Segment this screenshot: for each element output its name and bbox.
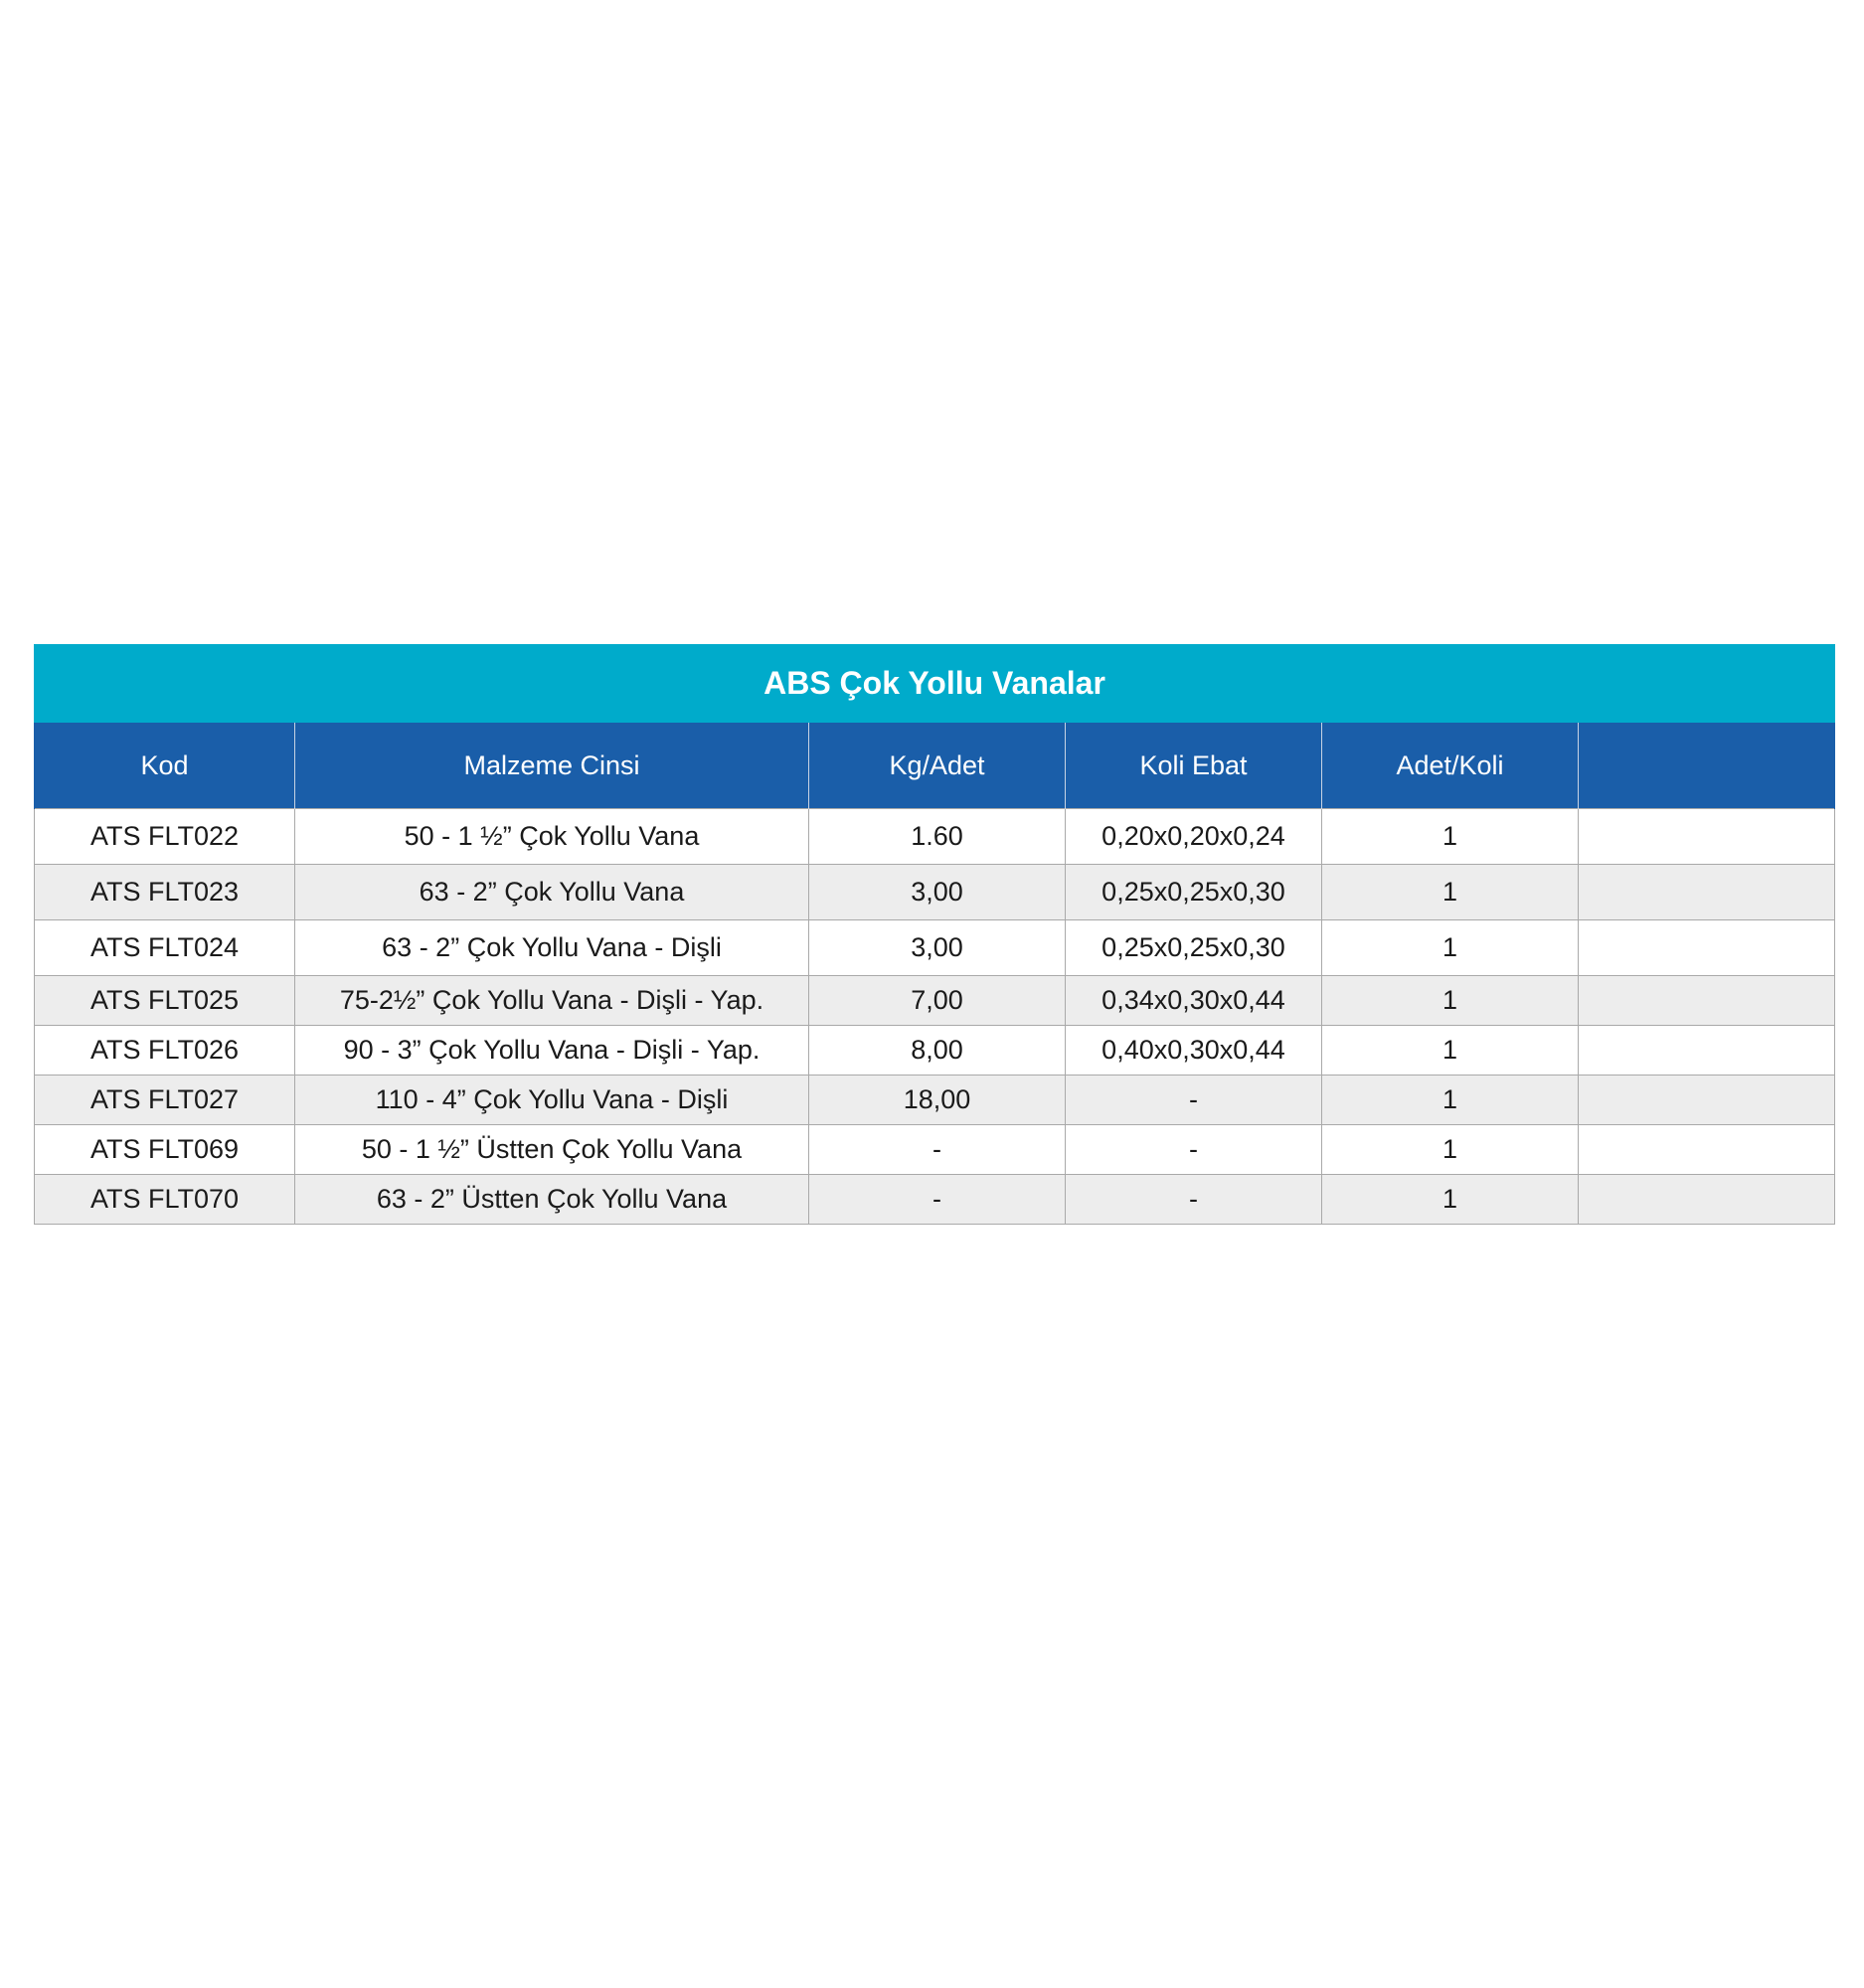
cell-kod: ATS FLT023 — [35, 865, 295, 920]
cell-malzeme: 90 - 3” Çok Yollu Vana - Dişli - Yap. — [295, 1026, 809, 1076]
table-header-row — [35, 723, 1835, 809]
cell-empty — [1579, 1125, 1835, 1175]
cell-malzeme: 75-2½” Çok Yollu Vana - Dişli - Yap. — [295, 976, 809, 1026]
cell-adet-koli: 1 — [1322, 1026, 1579, 1076]
product-table — [34, 644, 1835, 1225]
header-kg-adet: Kg/Adet — [809, 723, 1066, 809]
cell-kg: 7,00 — [809, 976, 1066, 1026]
header-koli-ebat: Koli Ebat — [1066, 723, 1322, 809]
cell-kod: ATS FLT025 — [35, 976, 295, 1026]
cell-kg: - — [809, 1175, 1066, 1225]
header-adet-koli: Adet/Koli — [1322, 723, 1579, 809]
cell-malzeme: 50 - 1 ½” Üstten Çok Yollu Vana — [295, 1125, 809, 1175]
cell-empty — [1579, 976, 1835, 1026]
cell-empty — [1579, 809, 1835, 865]
header-empty — [1579, 723, 1835, 809]
cell-malzeme: 50 - 1 ½” Çok Yollu Vana — [295, 809, 809, 865]
cell-empty — [1579, 920, 1835, 976]
cell-koli-ebat: - — [1066, 1175, 1322, 1225]
cell-kg: 1.60 — [809, 809, 1066, 865]
cell-kg: - — [809, 1125, 1066, 1175]
cell-koli-ebat: 0,40x0,30x0,44 — [1066, 1026, 1322, 1076]
header-malzeme-cinsi: Malzeme Cinsi — [295, 723, 809, 809]
cell-adet-koli: 1 — [1322, 1125, 1579, 1175]
cell-empty — [1579, 865, 1835, 920]
cell-adet-koli: 1 — [1322, 1076, 1579, 1125]
cell-kod: ATS FLT027 — [35, 1076, 295, 1125]
cell-kod: ATS FLT070 — [35, 1175, 295, 1225]
header-kod: Kod — [35, 723, 295, 809]
cell-kg: 18,00 — [809, 1076, 1066, 1125]
table-row — [35, 1026, 1835, 1076]
cell-kg: 3,00 — [809, 920, 1066, 976]
cell-koli-ebat: 0,34x0,30x0,44 — [1066, 976, 1322, 1026]
cell-adet-koli: 1 — [1322, 920, 1579, 976]
cell-koli-ebat: 0,25x0,25x0,30 — [1066, 865, 1322, 920]
cell-kod: ATS FLT022 — [35, 809, 295, 865]
table-row — [35, 865, 1835, 920]
cell-kod: ATS FLT069 — [35, 1125, 295, 1175]
cell-koli-ebat: 0,25x0,25x0,30 — [1066, 920, 1322, 976]
cell-kg: 3,00 — [809, 865, 1066, 920]
cell-kod: ATS FLT026 — [35, 1026, 295, 1076]
cell-adet-koli: 1 — [1322, 809, 1579, 865]
cell-empty — [1579, 1076, 1835, 1125]
table-row — [35, 976, 1835, 1026]
cell-koli-ebat: 0,20x0,20x0,24 — [1066, 809, 1322, 865]
cell-adet-koli: 1 — [1322, 1175, 1579, 1225]
cell-kod: ATS FLT024 — [35, 920, 295, 976]
table-row — [35, 1125, 1835, 1175]
cell-empty — [1579, 1175, 1835, 1225]
table-row — [35, 920, 1835, 976]
cell-malzeme: 110 - 4” Çok Yollu Vana - Dişli — [295, 1076, 809, 1125]
cell-koli-ebat: - — [1066, 1076, 1322, 1125]
cell-kg: 8,00 — [809, 1026, 1066, 1076]
cell-malzeme: 63 - 2” Çok Yollu Vana — [295, 865, 809, 920]
cell-malzeme: 63 - 2” Üstten Çok Yollu Vana — [295, 1175, 809, 1225]
table-row — [35, 1076, 1835, 1125]
cell-empty — [1579, 1026, 1835, 1076]
table-row — [35, 1175, 1835, 1225]
table-row — [35, 809, 1835, 865]
table-title-row — [35, 645, 1835, 723]
cell-adet-koli: 1 — [1322, 976, 1579, 1026]
table-title: ABS Çok Yollu Vanalar — [35, 645, 1835, 723]
cell-malzeme: 63 - 2” Çok Yollu Vana - Dişli — [295, 920, 809, 976]
cell-koli-ebat: - — [1066, 1125, 1322, 1175]
cell-adet-koli: 1 — [1322, 865, 1579, 920]
